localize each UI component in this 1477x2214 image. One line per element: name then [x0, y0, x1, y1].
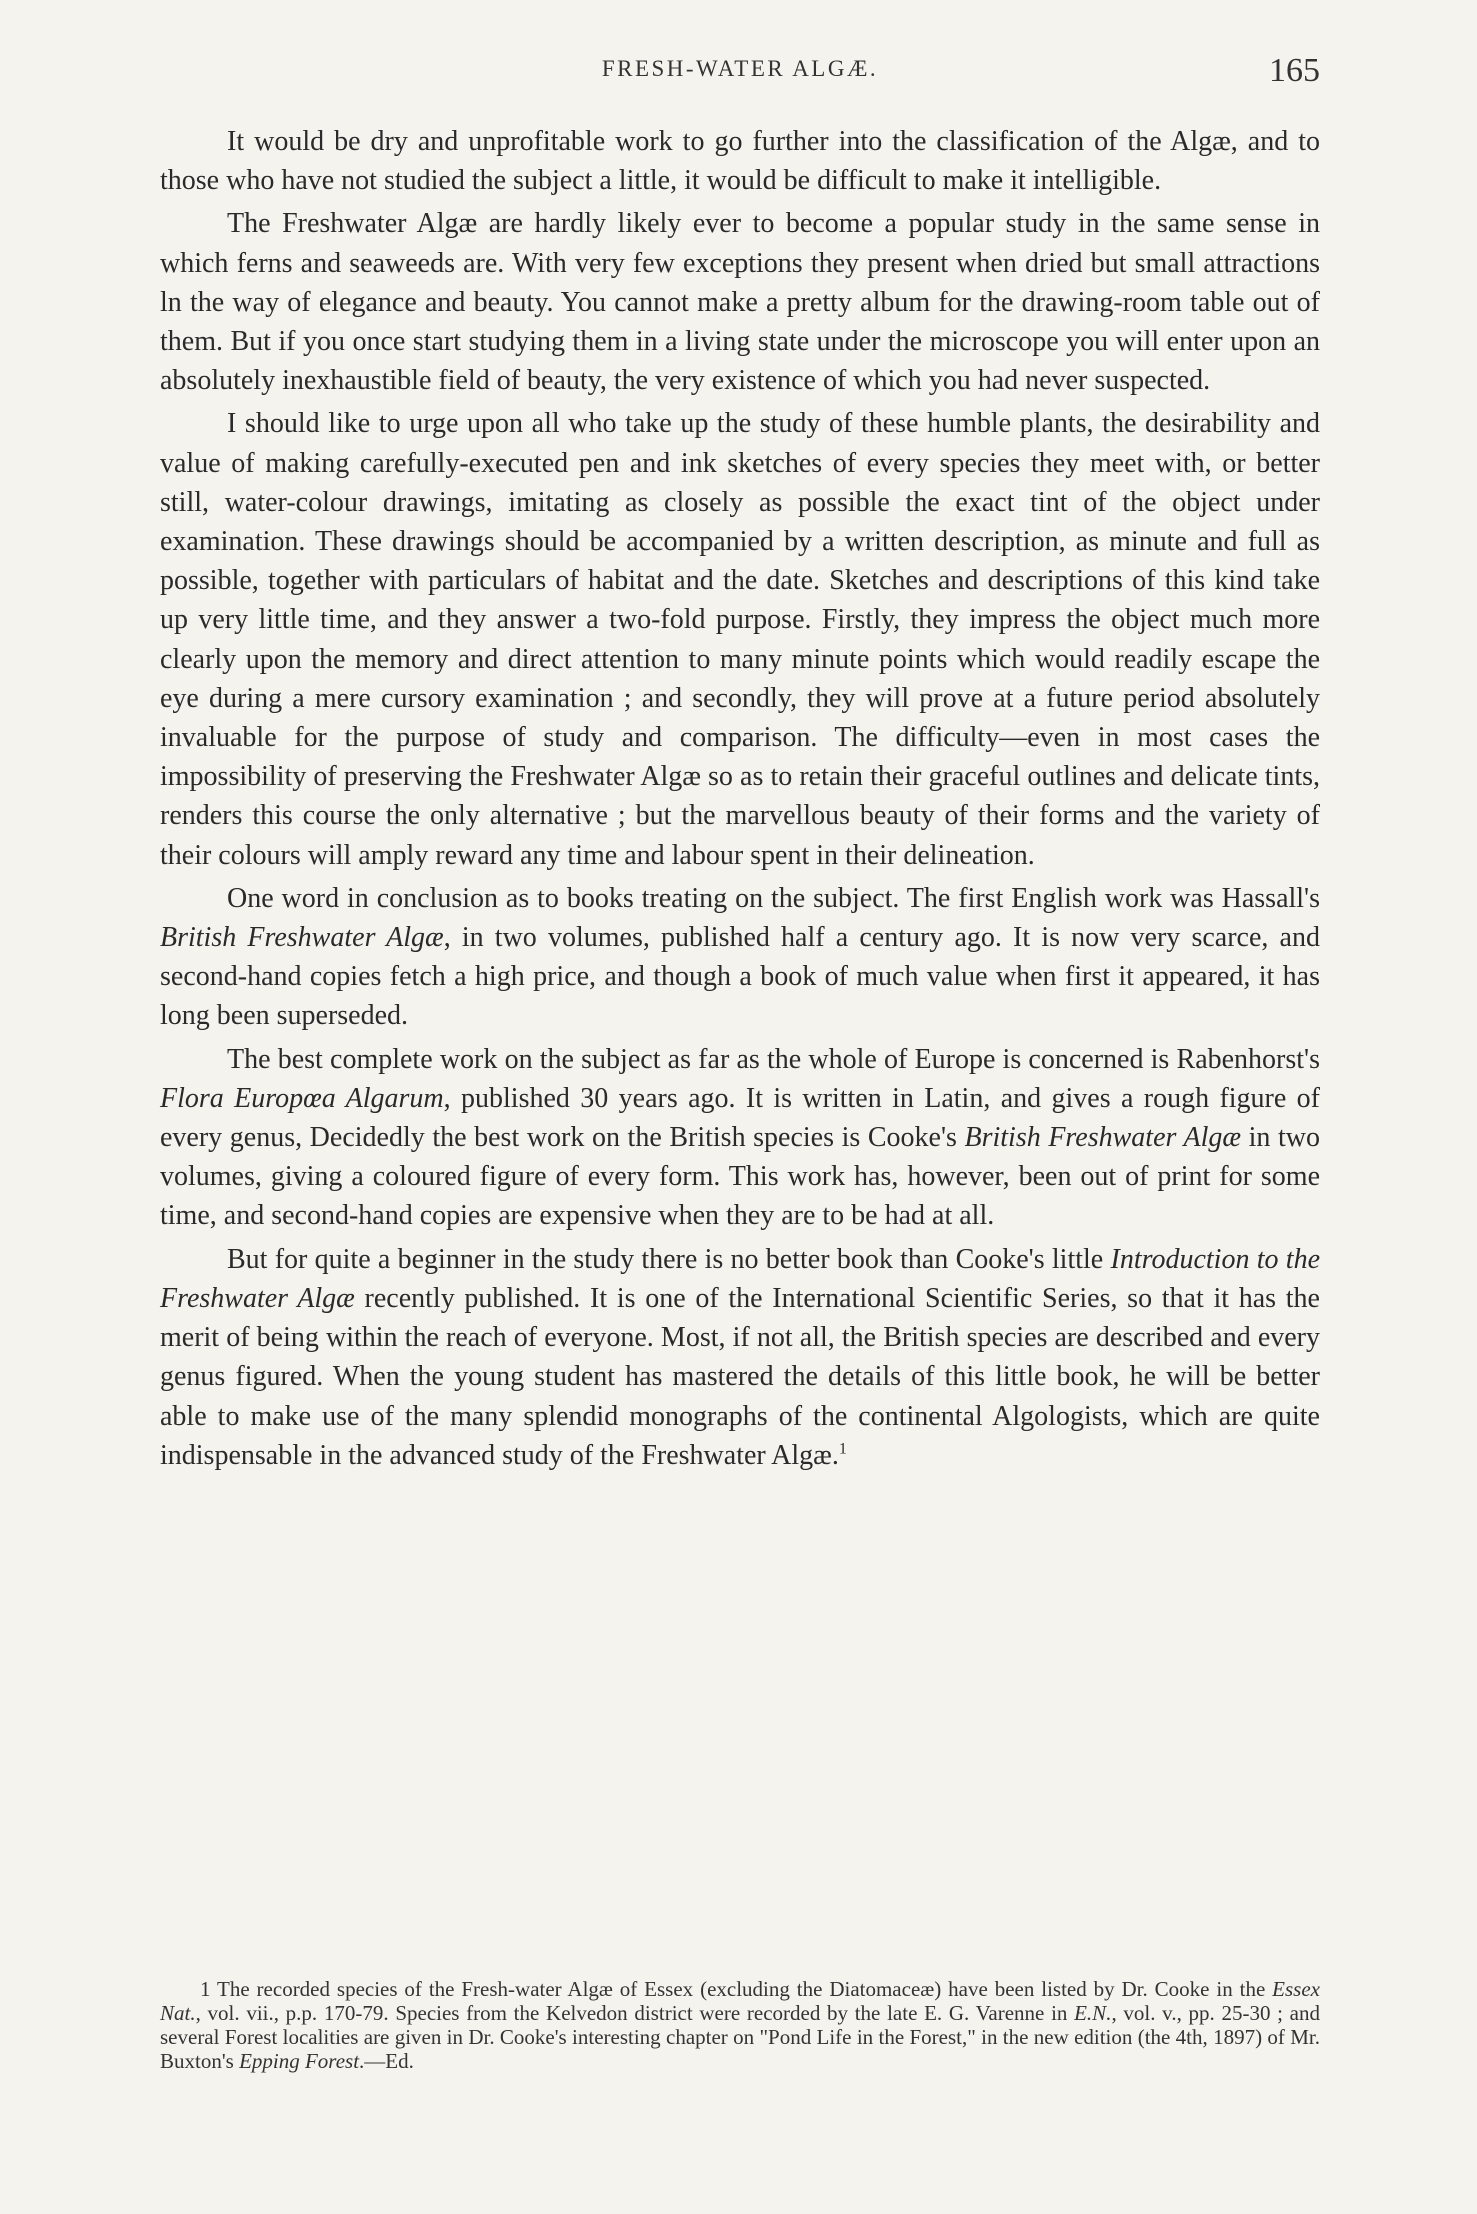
- text-run: The Freshwater Algæ are hardly likely ever to become a popular study in the same sense in which ferns and seaweeds are. With very few exceptions they present when dried but small attractions ln the way of elegance and beauty. You cannot make a pretty album for the drawing-room table out of them. But if you once start studying them in a living state under the microscope you will enter upon an absolutely inexhaustible field of beauty, the very existence of which you had never suspected.: [160, 208, 1320, 397]
- footnote: [160, 1977, 1320, 2073]
- footnote-marker: 1: [838, 1440, 847, 1458]
- text-run: , in two volumes, published half a century ago. It is now very scarce, and second-hand copies fetch a high price, and though a book of much value when first it appeared, it has long been superseded.: [160, 922, 1320, 1032]
- text-run: , vol. v., pp. 25-30 ; and several Forest localities are given in Dr. Cooke's interesting chapter on "Pond Life in the Forest," in the new edition (the 4th, 1897) of Mr. Buxton's: [160, 2001, 1320, 2073]
- book-title: British Freshwater Algæ: [160, 922, 444, 954]
- text-run: 1 The recorded species of the Fresh-water Algæ of Essex (excluding the Diatomaceæ) have been listed by Dr. Cooke in the: [200, 1977, 1273, 2001]
- text-run: in two volumes, giving a coloured figure of every form. This work has, however, been out of print for some time, and second-hand copies are expensive when they are to be had at all.: [160, 1122, 1320, 1232]
- paragraph: [160, 404, 1320, 874]
- text-run: recently published. It is one of the International Scientific Series, so that it has the merit of being within the reach of everyone. Most, if not all, the British species are described and every genus figured. When the young student has mastered the details of this little book, he will be better able to make use of the many splendid monographs of the continental Algologists, which are quite indispensable in the advanced study of the Freshwater Algæ.: [160, 1282, 1320, 1471]
- text-run: But for quite a beginner in the study there is no better book than Cooke's little: [227, 1243, 1111, 1275]
- paragraph: [160, 122, 1320, 200]
- running-head-title: FRESH-WATER ALGÆ.: [601, 56, 879, 81]
- running-head: [160, 52, 1320, 102]
- paragraph: [160, 204, 1320, 400]
- paragraph: [160, 1240, 1320, 1475]
- body-text: [160, 122, 1320, 1475]
- book-title: Introduction to the Freshwater Algæ: [160, 1243, 1321, 1314]
- book-title: E.N.: [1074, 2001, 1112, 2025]
- text-run: .—Ed.: [359, 2049, 414, 2073]
- text-run: It would be dry and unprofitable work to go further into the classification of the Algæ, and to those who have not studied the subject a little, it would be difficult to make it intelligible.: [160, 126, 1320, 197]
- paragraph: [160, 1040, 1320, 1236]
- text-run: One word in conclusion as to books treating on the subject. The first English work was Hassall's: [227, 882, 1320, 914]
- book-title: British Freshwater Algæ: [964, 1122, 1242, 1154]
- paragraph: [160, 879, 1320, 1036]
- book-title: Flora Europœa Algarum: [160, 1082, 444, 1114]
- book-title: Epping Forest: [239, 2049, 360, 2073]
- text-run: , published 30 years ago. It is written in Latin, and gives a rough figure of every genus, Decidedly the best work on the British species is Cooke's: [160, 1082, 1320, 1154]
- text-run: The best complete work on the subject as far as the whole of Europe is concerned is Rabenhorst's: [227, 1043, 1320, 1075]
- page-number: 165: [1269, 52, 1320, 89]
- text-run: I should like to urge upon all who take up the study of these humble plants, the desirability and value of making carefully-executed pen and ink sketches of every species they meet with, or better still, water-colour drawings, imitating as closely as possible the exact tint of the object under examination. These drawings should be accompanied by a written description, as minute and full as possible, together with particulars of habitat and the date. Sketches and descriptions of this kind take up very little time, and they answer a two-fold purpose. Firstly, they impress the object much more clearly upon the memory and direct attention to many minute points which would readily escape the eye during a mere cursory examination ; and secondly, they will prove at a future period absolutely invaluable for the purpose of study and comparison. The difficulty—even in most cases the impossibility of preserving the Freshwater Algæ so as to retain their graceful outlines and delicate tints, renders this course the only alternative ; but the marvellous beauty of their forms and the variety of their colours will amply reward any time and labour spent in their delineation.: [160, 408, 1320, 871]
- book-title: Essex Nat.: [160, 1977, 1320, 2025]
- text-run: , vol. vii., p.p. 170-79. Species from the Kelvedon district were recorded by the late E. G. Varenne in: [195, 2001, 1075, 2025]
